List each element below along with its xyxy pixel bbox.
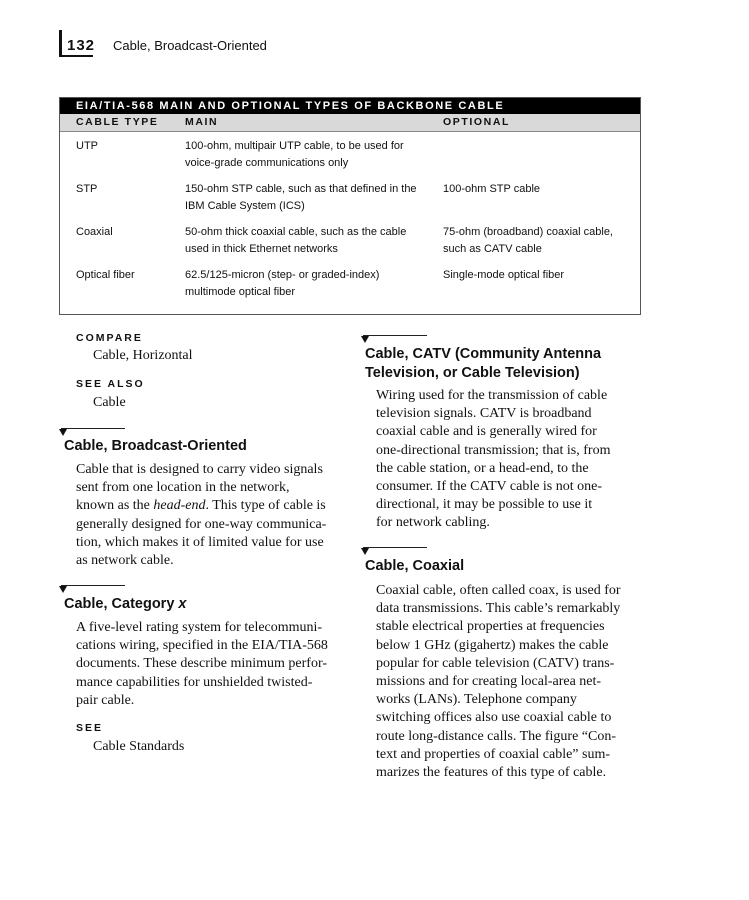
- compare-link[interactable]: Cable, Horizontal: [93, 348, 193, 363]
- entry-marker: [59, 585, 125, 594]
- body-line: tion, which makes it of limited value for use: [76, 534, 324, 550]
- cell-line: voice-grade communications only: [185, 157, 349, 169]
- cell-type: Coaxial: [76, 226, 113, 238]
- body-line: stable electrical properties at frequencies: [376, 619, 605, 635]
- cell-line: multimode optical fiber: [185, 286, 296, 298]
- cell-line: 100-ohm, multipair UTP cable, to be used for: [185, 140, 404, 152]
- table-header-row: [60, 114, 640, 132]
- header-rule-horizontal: [59, 55, 93, 57]
- see-also-label: SEE ALSO: [76, 378, 145, 390]
- table-title: EIA/TIA-568 MAIN AND OPTIONAL TYPES OF BACKBONE CABLE: [60, 98, 640, 114]
- heading-italic: x: [178, 596, 187, 612]
- cell-line: such as CATV cable: [443, 243, 542, 255]
- see-link[interactable]: Cable Standards: [93, 739, 185, 754]
- cell-main: [185, 267, 437, 301]
- body-line: route long-distance calls. The figure “Con-: [376, 728, 616, 744]
- entry-body-category: [76, 619, 328, 710]
- body-line: Coaxial cable, often called coax, is used for: [376, 583, 621, 598]
- body-line: coaxial cable and is generally wired for: [376, 424, 597, 440]
- entry-body-coaxial: [376, 582, 621, 782]
- body-line: below 1 GHz (gigahertz) makes the cable: [376, 637, 609, 653]
- page-number: 132: [67, 37, 96, 54]
- cell-line: Single-mode optical fiber: [443, 269, 565, 281]
- body-line: Wiring used for the transmission of cable: [376, 388, 608, 403]
- entry-body-broadcast: [76, 461, 326, 570]
- heading-text: Cable, Category: [64, 596, 179, 612]
- cell-main: [185, 224, 437, 258]
- heading-line: Television, or Cable Television): [365, 365, 580, 381]
- body-line: sent from one location in the network,: [76, 480, 290, 496]
- cell-optional: [443, 224, 633, 258]
- cell-type: Optical fiber: [76, 269, 135, 281]
- entry-heading-category: [64, 595, 187, 614]
- cell-line: IBM Cable System (ICS): [185, 200, 305, 212]
- body-line: one-directional transmission; that is, from: [376, 442, 611, 458]
- cell-line: 50-ohm thick coaxial cable, such as the cable: [185, 226, 407, 238]
- entry-marker: [361, 547, 427, 556]
- body-line: text and properties of coaxial cable” sum-: [376, 746, 611, 762]
- body-line: data transmissions. This cable’s remarkably: [376, 601, 621, 617]
- body-line: documents. These describe minimum perfor-: [76, 656, 328, 672]
- backbone-cable-table: [59, 97, 641, 315]
- entry-heading-broadcast: Cable, Broadcast-Oriented: [64, 438, 247, 454]
- body-line: missions and for creating local-area net-: [376, 674, 602, 690]
- entry-marker: [59, 428, 125, 437]
- running-title: Cable, Broadcast-Oriented: [113, 38, 267, 53]
- body-line: the cable station, or a head-end, to the: [376, 460, 589, 476]
- body-line: popular for cable television (CATV) trans-: [376, 655, 615, 671]
- body-line: switching offices also use coaxial cable to: [376, 710, 612, 726]
- see-label: SEE: [76, 722, 104, 734]
- text-run: .: [205, 498, 209, 514]
- body-line: generally designed for one-way communica-: [76, 516, 327, 532]
- column-header-optional: OPTIONAL: [443, 116, 511, 128]
- cell-type: STP: [76, 183, 98, 195]
- entry-body-catv: [376, 387, 610, 533]
- column-header-main: MAIN: [185, 116, 219, 128]
- cell-line: 75-ohm (broadband) coaxial cable,: [443, 226, 613, 238]
- cell-type: UTP: [76, 140, 98, 152]
- body-line: pair cable.: [76, 692, 135, 708]
- body-line: directional, it may be possible to use it: [376, 497, 593, 513]
- compare-label: COMPARE: [76, 332, 143, 344]
- entry-heading-coaxial: Cable, Coaxial: [365, 558, 465, 574]
- body-line: A five-level rating system for telecommuni-: [76, 620, 323, 635]
- body-line: [76, 497, 326, 515]
- heading-line: Cable, CATV (Community Antenna: [365, 346, 602, 362]
- body-line: mance capabilities for unshielded twisted-: [76, 674, 313, 690]
- text-run: known as the: [76, 498, 154, 514]
- cell-line: 62.5/125-micron (step- or graded-index): [185, 269, 380, 281]
- cell-line: 100-ohm STP cable: [443, 183, 541, 195]
- body-line: as network cable.: [76, 553, 174, 569]
- body-line: cations wiring, specified in the EIA/TIA-568: [76, 638, 328, 654]
- cell-main: [185, 138, 437, 172]
- text-run: This type of cable is: [212, 498, 326, 514]
- cell-main: [185, 181, 437, 215]
- cell-line: 150-ohm STP cable, such as that defined in the: [185, 183, 417, 195]
- body-line: television signals. CATV is broadband: [376, 406, 592, 422]
- body-line: marizes the features of this type of cable.: [376, 765, 607, 781]
- entry-marker: [361, 335, 427, 344]
- cell-line: used in thick Ethernet networks: [185, 243, 338, 255]
- body-line: for network cabling.: [376, 515, 490, 531]
- see-also-link[interactable]: Cable: [93, 395, 126, 410]
- cell-optional: [443, 267, 633, 284]
- italic-term: head-end: [153, 498, 206, 514]
- entry-heading-catv: [365, 345, 601, 383]
- body-line: Cable that is designed to carry video signals: [76, 462, 323, 477]
- header-rule-vertical: [59, 30, 62, 57]
- column-header-cable-type: CABLE TYPE: [76, 116, 159, 128]
- body-line: works (LANs). Telephone company: [376, 692, 577, 708]
- cell-optional: [443, 181, 633, 198]
- body-line: consumer. If the CATV cable is not one-: [376, 479, 603, 495]
